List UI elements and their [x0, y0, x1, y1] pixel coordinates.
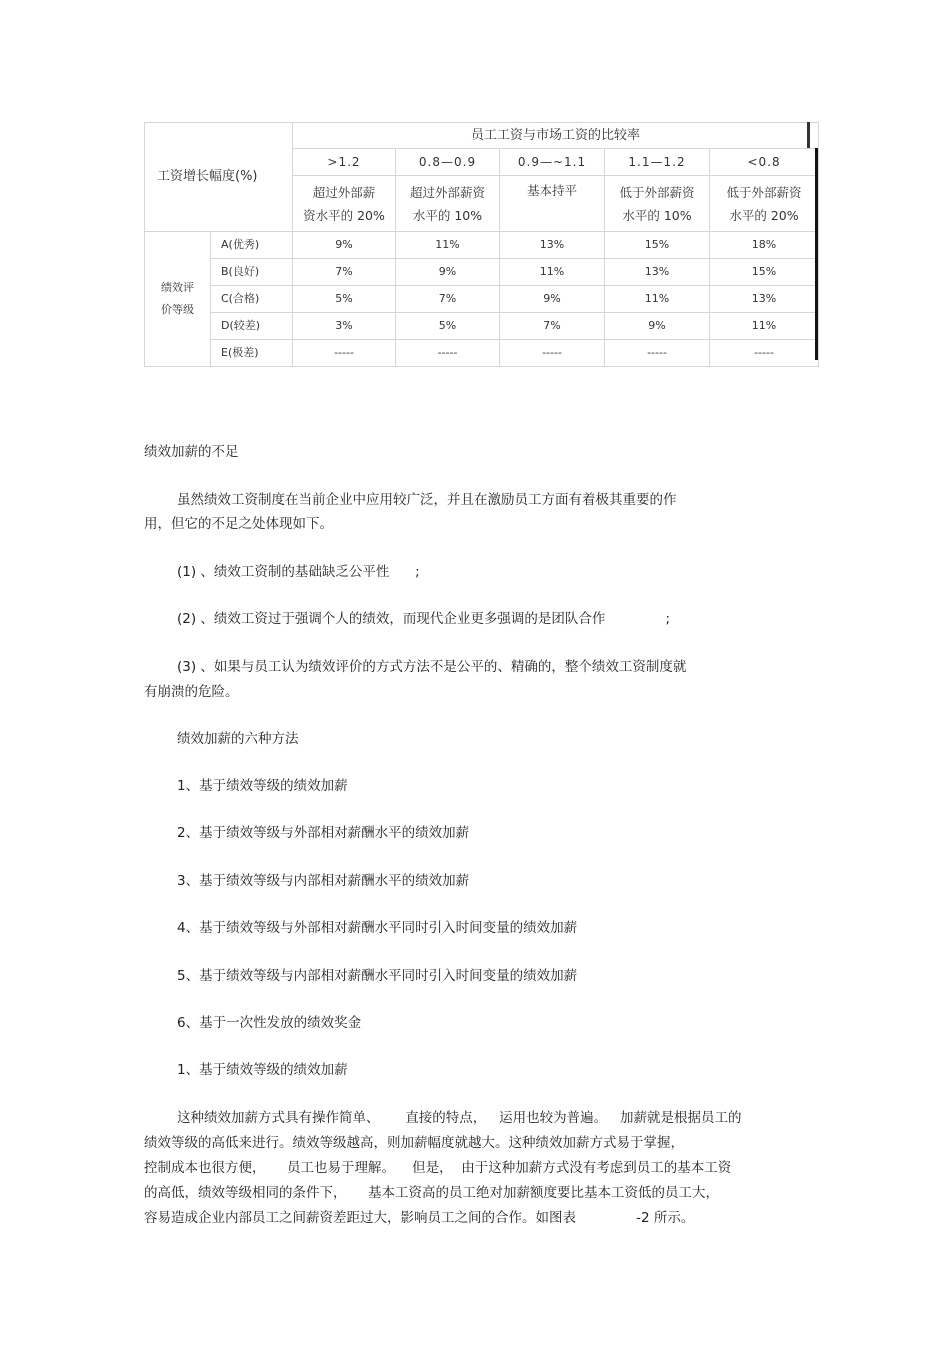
subsection-heading: 1、基于绩效等级的绩效加薪 — [177, 1062, 348, 1078]
range-header: 1.1—1.2 — [605, 149, 710, 176]
list-item: (1) 、绩效工资制的基础缺乏公平性 ; — [177, 564, 420, 580]
grade-label: A(优秀) — [211, 232, 293, 259]
list-item: (3) 、如果与员工认为绩效评价的方式方法不是公平的、精确的，整个绩效工资制度就 — [177, 659, 687, 675]
table-cell: 9% — [605, 313, 710, 340]
method-item: 1、基于绩效等级的绩效加薪 — [177, 778, 348, 794]
table-cell: 9% — [293, 232, 396, 259]
table-cell: ----- — [710, 340, 819, 367]
method-item: 3、基于绩效等级与内部相对薪酬水平的绩效加薪 — [177, 873, 470, 889]
table-cell: 18% — [710, 232, 819, 259]
table-cell: 11% — [396, 232, 500, 259]
paragraph-line: 用，但它的不足之处体现如下。 — [144, 516, 333, 532]
method-item: 4、基于绩效等级与外部相对薪酬水平同时引入时间变量的绩效加薪 — [177, 920, 578, 936]
paragraph-line: 这种绩效加薪方式具有操作简单、 直接的特点， 运用也较为普遍。 加薪就是根据员工的 — [177, 1110, 742, 1126]
grade-label: B(良好) — [211, 259, 293, 286]
method-item: 5、基于绩效等级与内部相对薪酬水平同时引入时间变量的绩效加薪 — [177, 968, 578, 984]
table-edge-mark — [815, 148, 818, 360]
table-row — [145, 313, 819, 340]
merit-increase-matrix — [144, 122, 819, 367]
table-corner-label: 工资增长幅度(%) — [145, 123, 293, 232]
list-item: 有崩溃的危险。 — [144, 684, 239, 700]
table-cell: ----- — [605, 340, 710, 367]
table-header-title: 员工工资与市场工资的比较率 — [293, 123, 819, 149]
table-cell: 7% — [293, 259, 396, 286]
grade-label: C(合格) — [211, 286, 293, 313]
range-description: 低于外部薪资 水平的 10% — [605, 176, 710, 232]
range-header: >1.2 — [293, 149, 396, 176]
range-description: 低于外部薪资 水平的 20% — [710, 176, 819, 232]
salary-increase-table — [144, 122, 818, 360]
range-header: <0.8 — [710, 149, 819, 176]
paragraph-line: 的高低，绩效等级相同的条件下， 基本工资高的员工绝对加薪额度要比基本工资低的员工大， — [144, 1185, 719, 1201]
table-cell: 11% — [500, 259, 605, 286]
table-cell: 13% — [710, 286, 819, 313]
method-item: 6、基于一次性发放的绩效奖金 — [177, 1015, 362, 1031]
range-header: 0.9—~1.1 — [500, 149, 605, 176]
paragraph-line: 虽然绩效工资制度在当前企业中应用较广泛，并且在激励员工方面有着极其重要的作 — [177, 492, 677, 508]
table-edge-mark — [807, 122, 810, 148]
table-cell: 7% — [396, 286, 500, 313]
table-cell: 15% — [605, 232, 710, 259]
table-cell: 9% — [500, 286, 605, 313]
range-description: 超过外部薪 资水平的 20% — [293, 176, 396, 232]
table-cell: 3% — [293, 313, 396, 340]
table-row — [145, 286, 819, 313]
table-row — [145, 232, 819, 259]
table-cell: 7% — [500, 313, 605, 340]
section-heading: 绩效加薪的六种方法 — [177, 731, 299, 747]
range-header: 0.8—0.9 — [396, 149, 500, 176]
grade-label: E(极差) — [211, 340, 293, 367]
table-cell: ----- — [396, 340, 500, 367]
table-cell: 11% — [605, 286, 710, 313]
table-row — [145, 340, 819, 367]
table-cell: 5% — [293, 286, 396, 313]
list-item: (2) 、绩效工资过于强调个人的绩效，而现代企业更多强调的是团队合作 ; — [177, 611, 671, 627]
grade-label: D(较差) — [211, 313, 293, 340]
table-cell: 5% — [396, 313, 500, 340]
table-cell: ----- — [293, 340, 396, 367]
range-description: 超过外部薪资 水平的 10% — [396, 176, 500, 232]
range-description: 基本持平 — [500, 176, 605, 232]
table-cell: 11% — [710, 313, 819, 340]
table-row — [145, 259, 819, 286]
row-group-label: 绩效评 价等级 — [145, 232, 211, 367]
table-cell: 15% — [710, 259, 819, 286]
section-heading: 绩效加薪的不足 — [144, 444, 239, 460]
table-cell: 13% — [500, 232, 605, 259]
table-cell: ----- — [500, 340, 605, 367]
paragraph-line: 绩效等级的高低来进行。绩效等级越高，则加薪幅度就越大。这种绩效加薪方式易于掌握， — [144, 1135, 684, 1151]
table-cell: 13% — [605, 259, 710, 286]
paragraph-line: 控制成本也很方便， 员工也易于理解。 但是， 由于这种加薪方式没有考虑到员工的基本工资 — [144, 1160, 732, 1176]
method-item: 2、基于绩效等级与外部相对薪酬水平的绩效加薪 — [177, 825, 470, 841]
paragraph-line: 容易造成企业内部员工之间薪资差距过大，影响员工之间的合作。如图表 -2 所示。 — [144, 1210, 695, 1226]
table-cell: 9% — [396, 259, 500, 286]
